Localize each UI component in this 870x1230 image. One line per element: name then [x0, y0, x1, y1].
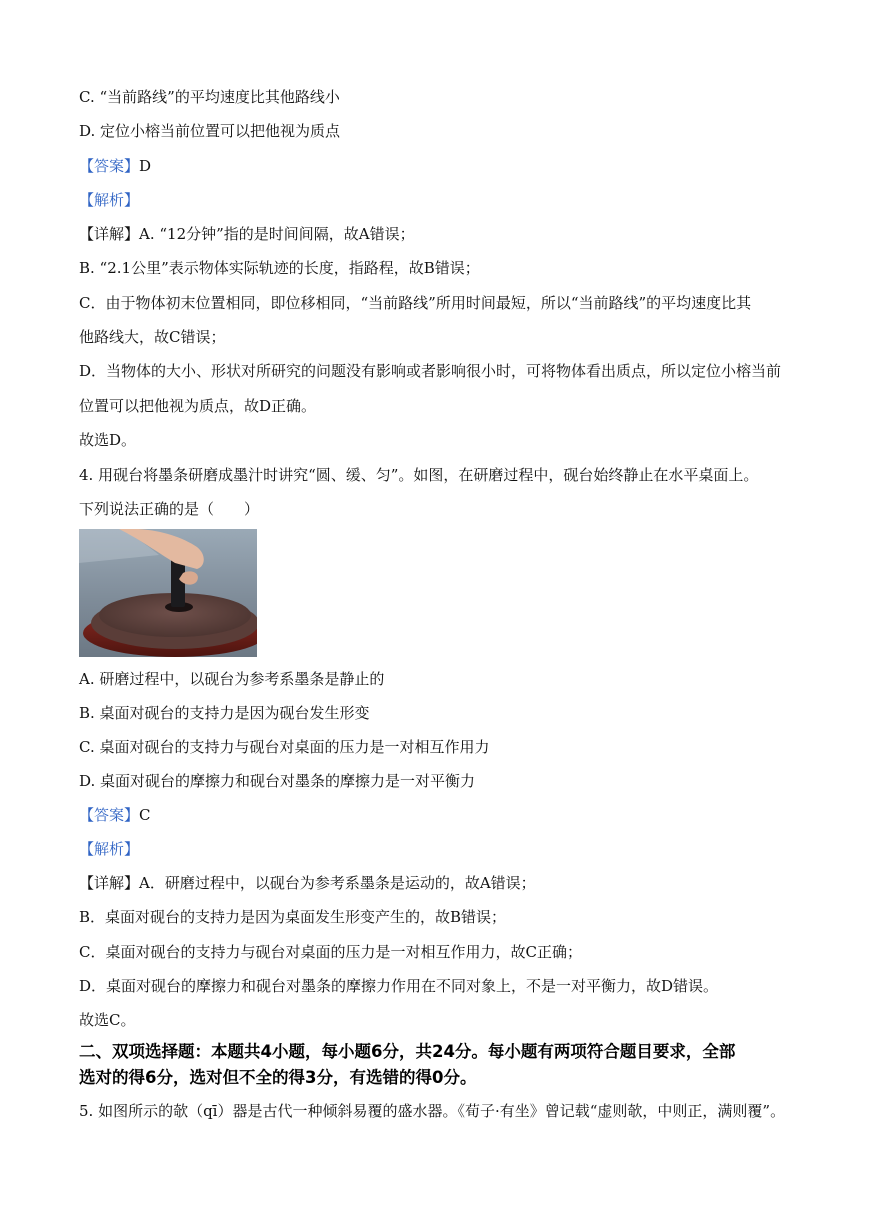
q3-detail-4b: 位置可以把他视为质点，故D正确。: [79, 397, 317, 415]
q3-answer: [79, 156, 151, 176]
answer-value: D: [139, 157, 152, 175]
q4-answer: [79, 805, 151, 825]
q4-stem-1: 4. 用砚台将墨条研磨成墨汁时讲究“圆、缓、匀”。如图，在研磨过程中，砚台始终静止在水平桌面上。: [79, 466, 759, 484]
q4-conclusion: 故选C。: [79, 1011, 136, 1029]
q4-detail-3: C．桌面对砚台的支持力与砚台对桌面的压力是一对相互作用力，故C正确；: [79, 943, 582, 961]
q4-detail-1: 【详解】A．研磨过程中，以砚台为参考系墨条是运动的，故A错误；: [79, 874, 536, 892]
q3-detail-4a: D．当物体的大小、形状对所研究的问题没有影响或者影响很小时，可将物体看出质点，所以定位小榕当前: [79, 362, 782, 380]
q4-stem-2: 下列说法正确的是（ ）: [79, 500, 260, 518]
q4-detail-2: B．桌面对砚台的支持力是因为桌面发生形变产生的，故B错误；: [79, 908, 507, 926]
q5-stem-1: 5. 如图所示的欹（qī）器是古代一种倾斜易覆的盛水器。《荀子·有坐》曾记载“虚则欹，中则正，满则覆”。: [79, 1102, 786, 1120]
q4-option-c: C. 桌面对砚台的支持力与砚台对桌面的压力是一对相互作用力: [79, 738, 490, 756]
inkstone-illustration: [79, 529, 257, 657]
q3-option-c: C. “当前路线”的平均速度比其他路线小: [79, 88, 340, 106]
section-2-heading-line-1: 二、双项选择题：本题共4小题，每小题6分，共24分。每小题有两项符合题目要求，全部: [79, 1042, 736, 1061]
section-2-heading-line-2: 选对的得6分，选对但不全的得3分，有选错的得0分。: [79, 1068, 477, 1087]
q4-analysis-tag: 【解析】: [79, 840, 140, 858]
answer-tag: 【答案】: [79, 806, 140, 824]
q3-detail-1: 【详解】A. “12分钟”指的是时间间隔，故A错误；: [79, 225, 415, 243]
answer-tag: 【答案】: [79, 157, 140, 175]
q3-analysis-tag: 【解析】: [79, 191, 140, 209]
q3-detail-3b: 他路线大，故C错误；: [79, 328, 226, 346]
q4-option-b: B. 桌面对砚台的支持力是因为砚台发生形变: [79, 704, 370, 722]
answer-value: C: [139, 806, 151, 824]
inkstone-grinding-photo: [79, 529, 257, 657]
q3-detail-2: B. “2.1公里”表示物体实际轨迹的长度，指路程，故B错误；: [79, 259, 480, 277]
q3-detail-3a: C．由于物体初末位置相同，即位移相同，“当前路线”所用时间最短，所以“当前路线”的平均速度比其: [79, 294, 752, 312]
q4-detail-4: D．桌面对砚台的摩擦力和砚台对墨条的摩擦力作用在不同对象上，不是一对平衡力，故D错误。: [79, 977, 719, 995]
q3-option-d: D. 定位小榕当前位置可以把他视为质点: [79, 122, 341, 140]
q3-conclusion: 故选D。: [79, 431, 137, 449]
q4-option-a: A. 研磨过程中，以砚台为参考系墨条是静止的: [79, 670, 385, 688]
q4-option-d: D. 桌面对砚台的摩擦力和砚台对墨条的摩擦力是一对平衡力: [79, 772, 476, 790]
